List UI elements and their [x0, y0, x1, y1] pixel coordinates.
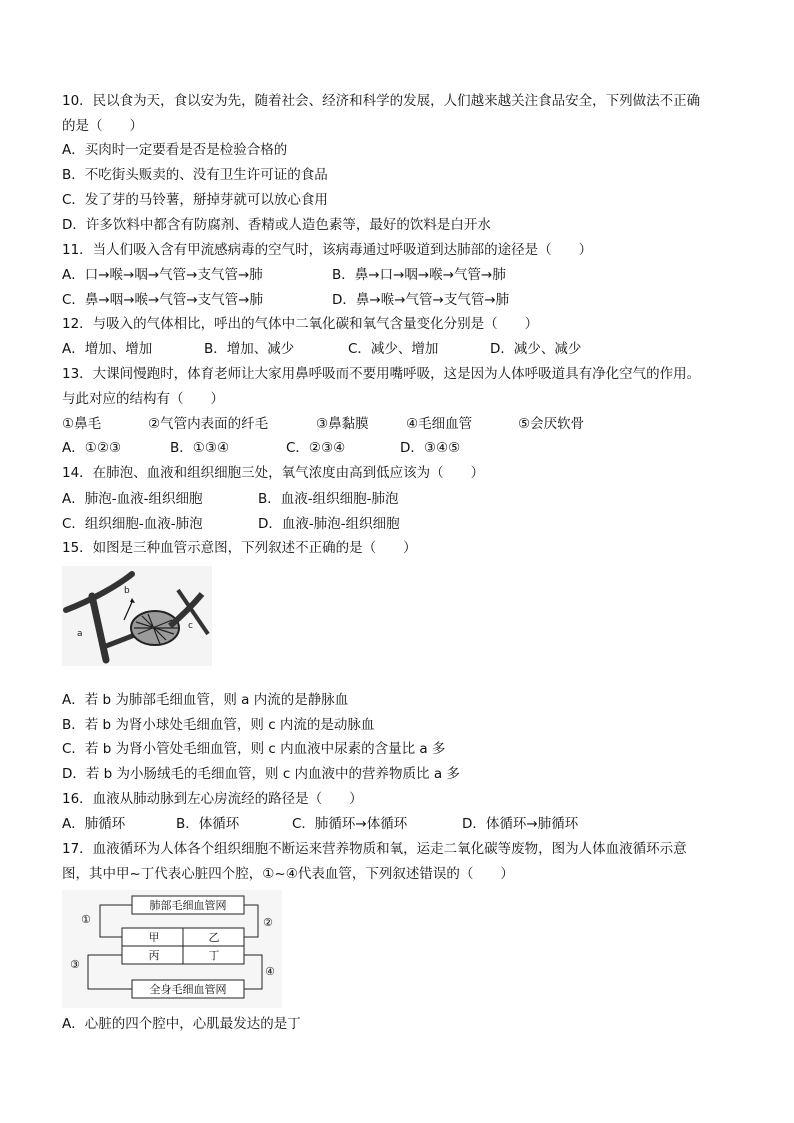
- q14-option-c: C．组织细胞-血液-肺泡: [62, 516, 203, 532]
- chamber-yi: 乙: [208, 931, 220, 944]
- q16-option-c: C．肺循环→体循环: [292, 816, 408, 832]
- vessel-2-label: ②: [263, 916, 273, 929]
- q10-stem-line2: 的是（ ）: [62, 118, 143, 134]
- q12-option-d: D．减少、减少: [490, 341, 582, 357]
- q13-structure-1: ①鼻毛: [62, 416, 102, 432]
- q12-stem: 12．与吸入的气体相比，呼出的气体中二氧化碳和氧气含量变化分别是（ ）: [62, 316, 539, 332]
- q13-options: [62, 438, 460, 458]
- blood-vessel-diagram: [62, 566, 212, 666]
- q16-option-a: A．肺循环: [62, 816, 126, 832]
- q11-stem: 11．当人们吸入含有甲流感病毒的空气时，该病毒通过呼吸道到达肺部的途径是（ ）: [62, 242, 593, 258]
- label-a: a: [77, 629, 83, 639]
- q11-option-a: A．口→喉→咽→气管→支气管→肺: [62, 267, 263, 283]
- q13-structure-5: ⑤会厌软骨: [518, 416, 585, 432]
- q16-option-d: D．体循环→肺循环: [462, 816, 579, 832]
- body-capillary-label: 全身毛细血管网: [149, 983, 227, 996]
- q13-option-a: A．①②③: [62, 440, 122, 456]
- q16-option-b: B．体循环: [176, 816, 240, 832]
- q15-option-a: A．若 b 为肺部毛细血管，则 a 内流的是静脉血: [62, 692, 349, 708]
- q14-stem: 14．在肺泡、血液和组织细胞三处，氧气浓度由高到低应该为（ ）: [62, 465, 485, 481]
- label-b: b: [124, 586, 130, 596]
- q13-option-d: D．③④⑤: [400, 440, 461, 456]
- q11-options-row2: [62, 290, 509, 310]
- q12-option-a: A．增加、增加: [62, 341, 153, 357]
- q16-options: [62, 814, 578, 834]
- q10-option-b: B．不吃街头贩卖的、没有卫生许可证的食品: [62, 167, 328, 183]
- q10-option-d: D．许多饮料中都含有防腐剂、香精或人造色素等，最好的饮料是白开水: [62, 217, 491, 233]
- q11-option-b: B．鼻→口→咽→喉→气管→肺: [332, 267, 506, 283]
- q12-options: [62, 339, 581, 359]
- q13-stem-line1: 13．大课间慢跑时，体育老师让大家用鼻呼吸而不要用嘴呼吸，这是因为人体呼吸道具有净化空气的作用。: [62, 366, 701, 382]
- q13-structures: [62, 414, 584, 434]
- q14-options-row1: [62, 489, 399, 509]
- q11-option-d: D．鼻→喉→气管→支气管→肺: [332, 292, 510, 308]
- q17-stem-line1: 17．血液循环为人体各个组织细胞不断运来营养物质和氧，运走二氧化碳等废物，图为人体血液循环示意: [62, 841, 687, 857]
- q12-option-c: C．减少、增加: [348, 341, 439, 357]
- q14-option-d: D．血液-肺泡-组织细胞: [258, 516, 400, 532]
- q13-option-c: C．②③④: [286, 440, 346, 456]
- q11-options-row1: [62, 265, 506, 285]
- vessel-1-label: ①: [81, 913, 91, 926]
- chamber-ding: 丁: [208, 949, 220, 962]
- q16-stem: 16．血液从肺动脉到左心房流经的路径是（ ）: [62, 791, 363, 807]
- q13-option-b: B．①③④: [170, 440, 230, 456]
- q15-option-c: C．若 b 为肾小管处毛细血管，则 c 内血液中尿素的含量比 a 多: [62, 741, 446, 757]
- chamber-jia: 甲: [148, 931, 160, 944]
- q10-option-c: C．发了芽的马铃薯，掰掉芽就可以放心食用: [62, 192, 328, 208]
- lung-capillary-label: 肺部毛细血管网: [149, 899, 227, 912]
- q13-structure-4: ④毛细血管: [406, 416, 473, 432]
- q15-option-b: B．若 b 为肾小球处毛细血管，则 c 内流的是动脉血: [62, 717, 375, 733]
- vessel-3-label: ③: [70, 958, 80, 971]
- q14-options-row2: [62, 514, 400, 534]
- q17-option-a: A．心脏的四个腔中，心肌最发达的是丁: [62, 1016, 301, 1032]
- q14-option-a: A．肺泡-血液-组织细胞: [62, 491, 203, 507]
- q13-stem-line2: 与此对应的结构有（ ）: [62, 391, 224, 407]
- q15-option-d: D．若 b 为小肠绒毛的毛细血管，则 c 内血液中的营养物质比 a 多: [62, 766, 460, 782]
- q11-option-c: C．鼻→咽→喉→气管→支气管→肺: [62, 292, 263, 308]
- circulation-diagram: [62, 890, 282, 1008]
- vessel-4-label: ④: [265, 965, 275, 978]
- chamber-bing: 丙: [148, 949, 160, 962]
- q14-option-b: B．血液-组织细胞-肺泡: [258, 491, 399, 507]
- q12-option-b: B．增加、减少: [204, 341, 295, 357]
- q17-stem-line2: 图，其中甲~丁代表心脏四个腔，①~④代表血管，下列叙述错误的（ ）: [62, 866, 514, 882]
- q10-stem-line1: 10．民以食为天，食以安为先，随着社会、经济和科学的发展，人们越来越关注食品安全，下列做法不正确: [62, 93, 701, 109]
- label-c: c: [188, 621, 193, 631]
- q13-structure-2: ②气管内表面的纤毛: [148, 416, 269, 432]
- q13-structure-3: ③鼻黏膜: [316, 416, 369, 432]
- q10-option-a: A．买肉时一定要看是否是检验合格的: [62, 142, 288, 158]
- q15-stem: 15．如图是三种血管示意图，下列叙述不正确的是（ ）: [62, 540, 417, 556]
